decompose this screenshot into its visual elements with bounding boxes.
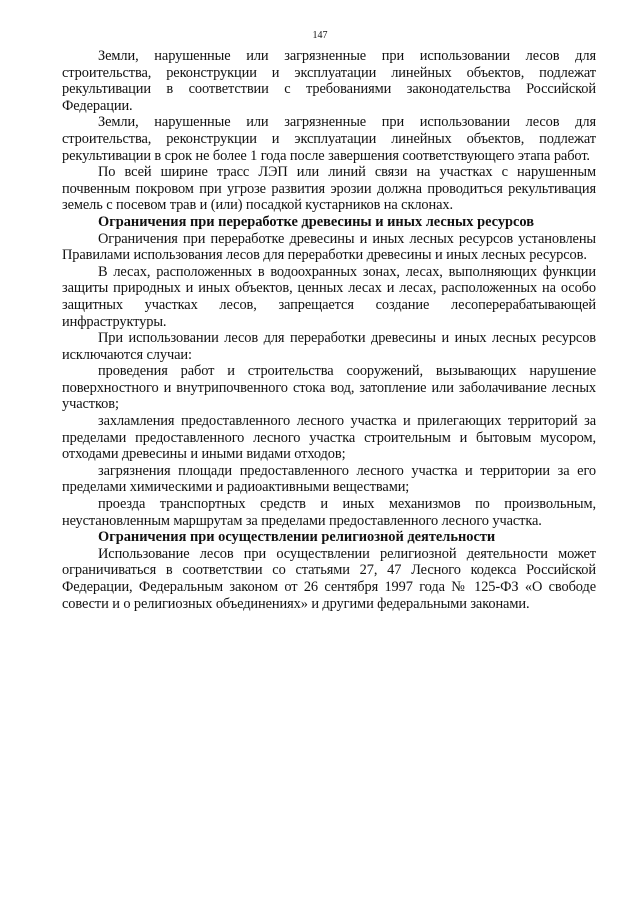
paragraph-power-line-reclamation: По всей ширине трасс ЛЭП или линий связи на участках с нарушенным почвенным покровом при угрозе развития эрозии должна проводиться рекультивация земель с посевом трав и (или) посадкой кустарников на склонах. (62, 164, 596, 214)
paragraph-land-reclamation-requirements: Земли, нарушенные или загрязненные при использовании лесов для строительства, реконструкции и эксплуатации линейных объектов, подлежат рекультивации в соответствии с требованиями законодательства Российской Федерации. (62, 48, 596, 114)
heading-wood-processing-restrictions: Ограничения при переработке древесины и иных лесных ресурсов (98, 213, 535, 230)
paragraph-excluded-cases-intro: При использовании лесов для переработки древесины и иных лесных ресурсов исключаются случаи: (62, 330, 596, 363)
list-item-contamination: загрязнения площади предоставленного лесного участка и территории за его пределами химическими и радиоактивными веществами; (62, 462, 596, 496)
paragraph-religious-activity: Использование лесов при осуществлении религиозной деятельности может ограничиваться в соответствии со статьями 27, 47 Лесного кодекса Российской Федерации, Федеральным законом от 26 сентября 1997 года № 125-ФЗ «О свободе совести и о религиозных объединениях» и другими федеральными законами. (62, 545, 596, 612)
list-item-construction-works: проведения работ и строительства сооружений, вызывающих нарушение поверхностного и внутрипочвенного стока вод, затопление или заболачивание лесных участков; (62, 363, 596, 413)
paragraph-land-reclamation-term: Земли, нарушенные или загрязненные при использовании лесов для строительства, реконструкции и эксплуатации линейных объектов, подлежат рекультивации в срок не более 1 года после завершения соответствующего этапа работ. (62, 114, 596, 164)
list-item-littering: захламления предоставленного лесного участка и прилегающих территорий за пределами предоставленного лесного участка строительным и бытовым мусором, отходами древесины и иными видами отходов; (62, 413, 596, 463)
paragraph-wood-processing-rules: Ограничения при переработке древесины и иных лесных ресурсов установлены Правилами использования лесов для переработки древесины и иных лесных ресурсов. (62, 230, 596, 264)
paragraph-protected-forests: В лесах, расположенных в водоохранных зонах, лесах, выполняющих функции защиты природных и иных объектов, ценных лесах и лесах, расположенных на особо защитных участках лесов, запрещается создание лесоперерабатывающей инфраструктуры. (62, 263, 596, 330)
heading-religious-activity-restrictions: Ограничения при осуществлении религиозной деятельности (98, 529, 496, 546)
list-item-vehicle-passage: проезда транспортных средств и иных механизмов по произвольным, неустановленным маршрутам за пределами предоставленного лесного участка. (62, 496, 596, 529)
page-number: 147 (312, 30, 328, 41)
document-body (62, 48, 596, 612)
